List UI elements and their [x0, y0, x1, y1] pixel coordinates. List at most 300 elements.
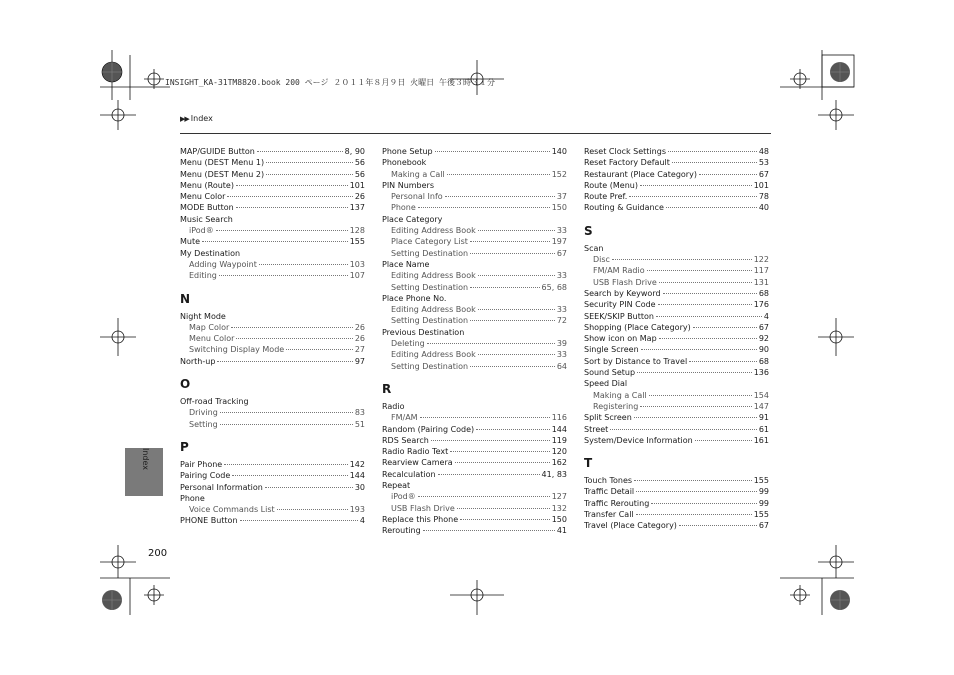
index-entry[interactable] — [584, 322, 769, 333]
page-reference-link[interactable]: 122 — [753, 255, 769, 265]
dot-leader — [418, 207, 550, 208]
index-entry[interactable] — [584, 475, 769, 486]
index-term: Radio — [382, 401, 405, 411]
page-reference-link[interactable]: 39 — [556, 339, 567, 349]
page-reference-link[interactable]: 26 — [354, 334, 365, 344]
index-term: Setting — [189, 419, 218, 429]
page-reference-link[interactable]: 161 — [753, 435, 769, 445]
page-reference-link[interactable]: 101 — [753, 180, 769, 190]
page-reference-link[interactable]: 154 — [753, 390, 769, 400]
page-reference-link[interactable]: 4 — [763, 311, 769, 321]
dot-leader — [216, 230, 348, 231]
dot-leader — [286, 349, 353, 350]
page-reference-link[interactable]: 26 — [354, 322, 365, 332]
page-reference-link[interactable]: 67 — [758, 169, 769, 179]
index-group-heading — [382, 327, 567, 338]
index-group-heading — [382, 157, 567, 168]
index-term: Reset Clock Settings — [584, 147, 666, 156]
index-term: North-up — [180, 356, 216, 366]
index-term: Route Pref. — [584, 192, 628, 202]
index-term: Replace this Phone — [382, 514, 459, 524]
page-reference-link[interactable]: 40 — [758, 203, 769, 213]
index-term: Street — [584, 424, 609, 434]
index-entry[interactable] — [382, 525, 567, 536]
page-reference-link[interactable]: 26 — [354, 192, 365, 202]
dot-leader — [689, 361, 757, 362]
page-reference-link[interactable]: 99 — [758, 498, 769, 508]
dot-leader — [470, 253, 555, 254]
page-reference-link[interactable]: 193 — [349, 505, 365, 515]
index-term: Recalculation — [382, 469, 436, 479]
page-reference-link[interactable]: 78 — [758, 192, 769, 202]
page-reference-link[interactable]: 137 — [349, 203, 365, 213]
index-entry[interactable] — [180, 236, 365, 247]
index-term: Sound Setup — [584, 368, 636, 378]
index-term: MODE Button — [180, 203, 234, 213]
page-reference-link[interactable]: 65, 68 — [541, 282, 567, 292]
index-term: Single Screen — [584, 345, 639, 355]
index-group-heading — [382, 214, 567, 225]
index-term: Restaurant (Place Category) — [584, 169, 697, 179]
dot-leader — [460, 519, 550, 520]
page-reference-link[interactable]: 101 — [349, 180, 365, 190]
dot-leader — [636, 514, 752, 515]
index-column-1 — [180, 146, 365, 527]
index-subentry[interactable] — [382, 169, 567, 180]
page-reference-link[interactable]: 48 — [758, 147, 769, 156]
index-term: Previous Destination — [382, 327, 465, 337]
page-reference-link[interactable]: 150 — [551, 514, 567, 524]
page-reference-link[interactable]: 97 — [354, 356, 365, 366]
index-entry[interactable] — [584, 356, 769, 367]
dot-leader — [610, 429, 757, 430]
page-reference-link[interactable]: 140 — [551, 147, 567, 156]
index-term: Phone — [391, 203, 416, 213]
index-term: Setting Destination — [391, 316, 469, 326]
dot-leader — [470, 320, 555, 321]
index-subentry[interactable] — [180, 270, 365, 281]
dot-leader — [455, 462, 550, 463]
index-subentry[interactable] — [382, 503, 567, 514]
dot-leader — [227, 196, 352, 197]
index-term: Rearview Camera — [382, 458, 453, 468]
index-entry[interactable] — [382, 469, 567, 480]
page-reference-link[interactable]: 68 — [758, 356, 769, 366]
index-term: Routing & Guidance — [584, 203, 664, 213]
dot-leader — [672, 162, 757, 163]
index-subentry[interactable] — [584, 390, 769, 401]
index-term: Sort by Distance to Travel — [584, 356, 688, 366]
page-reference-link[interactable]: 99 — [758, 487, 769, 497]
dot-leader — [647, 270, 752, 271]
page-reference-link[interactable]: 27 — [354, 345, 365, 355]
page-reference-link[interactable]: 128 — [349, 226, 365, 236]
dot-leader — [470, 287, 539, 288]
index-entry[interactable] — [180, 180, 365, 191]
index-entry[interactable] — [584, 412, 769, 423]
dot-leader — [656, 316, 762, 317]
index-group-heading — [180, 396, 365, 407]
index-term: Editing Address Book — [391, 226, 476, 236]
dot-leader — [659, 282, 752, 283]
index-term: Travel (Place Category) — [584, 521, 677, 531]
page-reference-link[interactable]: 176 — [753, 300, 769, 310]
page-reference-link[interactable]: 131 — [753, 277, 769, 287]
index-term: Deleting — [391, 339, 425, 349]
index-entry[interactable] — [584, 169, 769, 180]
print-header: INSIGHT_KA-31TM8820.book 200 ページ ２０１１年８月９日 火曜日 午後３時３１分 — [165, 78, 495, 87]
dot-leader — [663, 293, 757, 294]
page-reference-link[interactable]: 127 — [551, 492, 567, 502]
index-term: Traffic Detail — [584, 487, 635, 497]
index-term: Adding Waypoint — [189, 259, 257, 269]
index-subentry[interactable] — [382, 282, 567, 293]
section-tab-label: Index — [141, 448, 150, 471]
index-term: Setting Destination — [391, 361, 469, 371]
page-reference-link[interactable]: 155 — [753, 510, 769, 520]
page-reference-link[interactable]: 56 — [354, 158, 365, 168]
page-reference-link[interactable]: 67 — [556, 248, 567, 258]
index-subentry[interactable] — [180, 504, 365, 515]
index-entry[interactable] — [584, 435, 769, 446]
index-entry[interactable] — [382, 446, 567, 457]
page-reference-link[interactable]: 33 — [556, 226, 567, 236]
index-group-heading — [180, 248, 365, 259]
page-reference-link[interactable]: 53 — [758, 158, 769, 168]
index-term: Pair Phone — [180, 459, 223, 469]
index-term: SEEK/SKIP Button — [584, 311, 654, 321]
breadcrumb-arrow-icon: ▶▶ — [180, 115, 189, 123]
page-number: 200 — [148, 548, 168, 559]
page-reference-link[interactable]: 51 — [354, 419, 365, 429]
dot-leader — [659, 338, 757, 339]
index-group-heading — [382, 180, 567, 191]
page-reference-link[interactable]: 91 — [758, 413, 769, 423]
dot-leader — [637, 372, 752, 373]
index-term: Place Phone No. — [382, 293, 447, 303]
index-term: PIN Numbers — [382, 180, 435, 190]
index-entry[interactable] — [180, 191, 365, 202]
index-subentry[interactable] — [382, 361, 567, 372]
index-subentry[interactable] — [180, 333, 365, 344]
index-entry[interactable] — [584, 486, 769, 497]
index-entry[interactable] — [180, 515, 365, 526]
index-subentry[interactable] — [382, 191, 567, 202]
page-reference-link[interactable]: 117 — [753, 266, 769, 276]
dot-leader — [612, 259, 752, 260]
index-term: Driving — [189, 408, 218, 418]
page-reference-link[interactable]: 67 — [758, 521, 769, 531]
dot-leader — [257, 151, 343, 152]
index-subentry[interactable] — [180, 344, 365, 355]
dot-leader — [629, 196, 757, 197]
page-reference-link[interactable]: 41 — [556, 526, 567, 536]
dot-leader — [420, 417, 550, 418]
index-term: Menu Color — [189, 334, 235, 344]
index-term: Night Mode — [180, 311, 226, 321]
page-reference-link[interactable]: 144 — [551, 424, 567, 434]
dot-leader — [438, 474, 540, 475]
index-term: iPod® — [189, 226, 214, 236]
page-reference-link[interactable]: 41, 83 — [541, 469, 567, 479]
index-term: Map Color — [189, 322, 230, 332]
page-reference-link[interactable]: 152 — [551, 169, 567, 179]
page-reference-link[interactable]: 92 — [758, 334, 769, 344]
index-term: Touch Tones — [584, 476, 633, 486]
breadcrumb-label[interactable]: Index — [190, 114, 213, 123]
index-entry[interactable] — [584, 367, 769, 378]
index-term: USB Flash Drive — [593, 277, 657, 287]
index-group-heading — [382, 401, 567, 412]
index-entry[interactable] — [584, 202, 769, 213]
dot-leader — [668, 151, 757, 152]
index-letter-heading: O — [180, 377, 191, 392]
index-group-heading — [180, 493, 365, 504]
dot-leader — [236, 207, 348, 208]
dot-leader — [478, 309, 555, 310]
index-entry[interactable] — [584, 146, 769, 157]
index-term: Random (Pairing Code) — [382, 424, 475, 434]
page-reference-link[interactable]: 142 — [349, 459, 365, 469]
index-term: iPod® — [391, 492, 416, 502]
dot-leader — [431, 440, 550, 441]
index-term: Pairing Code — [180, 471, 231, 481]
index-entry[interactable] — [584, 333, 769, 344]
index-entry[interactable] — [584, 157, 769, 168]
dot-leader — [634, 417, 757, 418]
index-term: Place Name — [382, 259, 430, 269]
index-entry[interactable] — [382, 514, 567, 525]
index-entry[interactable] — [584, 191, 769, 202]
index-letter-heading: T — [584, 456, 593, 471]
dot-leader — [457, 508, 550, 509]
index-letter-heading: P — [180, 439, 189, 454]
page-reference-link[interactable]: 33 — [556, 271, 567, 281]
dot-leader — [217, 361, 352, 362]
index-subentry[interactable] — [382, 349, 567, 360]
page-reference-link[interactable]: 116 — [551, 413, 567, 423]
index-entry[interactable] — [382, 457, 567, 468]
page-reference-link[interactable]: 132 — [551, 503, 567, 513]
index-entry[interactable] — [584, 424, 769, 435]
page-reference-link[interactable]: 68 — [758, 288, 769, 298]
index-term: System/Device Information — [584, 435, 693, 445]
index-term: FM/AM Radio — [593, 266, 645, 276]
dot-leader — [651, 503, 757, 504]
dot-leader — [693, 327, 757, 328]
index-term: Menu (DEST Menu 1) — [180, 158, 265, 168]
page-reference-link[interactable]: 67 — [758, 322, 769, 332]
index-term: Setting Destination — [391, 248, 469, 258]
index-subentry[interactable] — [382, 491, 567, 502]
index-subentry[interactable] — [180, 259, 365, 270]
index-term: Editing — [189, 271, 217, 281]
page-reference-link[interactable]: 103 — [349, 259, 365, 269]
index-entry[interactable] — [180, 157, 365, 168]
index-term: Editing Address Book — [391, 305, 476, 315]
index-entry[interactable] — [382, 424, 567, 435]
index-term: Personal Information — [180, 482, 263, 492]
page-reference-link[interactable]: 119 — [551, 435, 567, 445]
page-reference-link[interactable]: 33 — [556, 305, 567, 315]
index-letter-heading: N — [180, 291, 191, 306]
index-entry[interactable] — [584, 498, 769, 509]
dot-leader — [427, 343, 555, 344]
index-subentry[interactable] — [584, 254, 769, 265]
page-reference-link[interactable]: 147 — [753, 401, 769, 411]
dot-leader — [236, 338, 352, 339]
index-subentry[interactable] — [382, 270, 567, 281]
page-reference-link[interactable]: 56 — [354, 169, 365, 179]
index-term: Split Screen — [584, 413, 632, 423]
dot-leader — [679, 525, 757, 526]
page-reference-link[interactable]: 30 — [354, 482, 365, 492]
index-subentry[interactable] — [180, 225, 365, 236]
index-entry[interactable] — [180, 470, 365, 481]
index-term: Music Search — [180, 214, 233, 224]
index-subentry[interactable] — [584, 265, 769, 276]
dot-leader — [649, 395, 752, 396]
index-term: Scan — [584, 243, 604, 253]
page-reference-link[interactable]: 150 — [551, 203, 567, 213]
dot-leader — [219, 275, 348, 276]
index-term: Phone — [180, 493, 205, 503]
dot-leader — [445, 196, 555, 197]
index-entry[interactable] — [584, 509, 769, 520]
index-entry[interactable] — [584, 311, 769, 322]
index-subentry[interactable] — [382, 315, 567, 326]
index-entry[interactable] — [584, 344, 769, 355]
page-reference-link[interactable]: 155 — [349, 237, 365, 247]
dot-leader — [266, 174, 353, 175]
index-entry[interactable] — [584, 520, 769, 531]
index-group-heading — [584, 378, 769, 389]
index-term: Place Category List — [391, 237, 468, 247]
index-term: Editing Address Book — [391, 271, 476, 281]
page-reference-link[interactable]: 72 — [556, 316, 567, 326]
dot-leader — [699, 174, 757, 175]
index-term: Making a Call — [593, 390, 647, 400]
dot-leader — [478, 230, 555, 231]
index-term: FM/AM — [391, 413, 418, 423]
page-reference-link[interactable]: 8, 90 — [344, 147, 365, 156]
index-entry[interactable] — [180, 482, 365, 493]
index-entry[interactable] — [584, 299, 769, 310]
index-term: Traffic Rerouting — [584, 498, 650, 508]
index-entry[interactable] — [584, 288, 769, 299]
dot-leader — [447, 174, 550, 175]
index-term: Menu (Route) — [180, 180, 234, 190]
index-subentry[interactable] — [584, 401, 769, 412]
index-column-2 — [382, 146, 567, 537]
index-term: Show icon on Map — [584, 334, 657, 344]
dot-leader — [418, 496, 550, 497]
index-term: Making a Call — [391, 169, 445, 179]
index-entry[interactable] — [382, 146, 567, 157]
index-letter-heading: R — [382, 381, 392, 396]
index-term: Place Category — [382, 214, 443, 224]
index-term: Editing Address Book — [391, 350, 476, 360]
index-entry[interactable] — [180, 202, 365, 213]
index-term: Shopping (Place Category) — [584, 322, 691, 332]
index-entry[interactable] — [584, 180, 769, 191]
dot-leader — [232, 475, 347, 476]
dot-leader — [470, 241, 550, 242]
index-term: USB Flash Drive — [391, 503, 455, 513]
index-term: MAP/GUIDE Button — [180, 147, 255, 156]
page-reference-link[interactable]: 33 — [556, 350, 567, 360]
index-group-heading — [180, 214, 365, 225]
page-reference-link[interactable]: 120 — [551, 447, 567, 457]
dot-leader — [470, 366, 555, 367]
index-term: Repeat — [382, 481, 411, 491]
index-subentry[interactable] — [180, 407, 365, 418]
index-term: Radio Radio Text — [382, 447, 449, 457]
page-reference-link[interactable]: 197 — [551, 237, 567, 247]
index-term: PHONE Button — [180, 516, 238, 526]
index-term: Registering — [593, 401, 639, 411]
index-subentry[interactable] — [382, 202, 567, 213]
index-subentry[interactable] — [382, 304, 567, 315]
page-reference-link[interactable]: 144 — [349, 471, 365, 481]
dot-leader — [435, 151, 550, 152]
dot-leader — [658, 304, 752, 305]
page-reference-link[interactable]: 162 — [551, 458, 567, 468]
index-term: Speed Dial — [584, 379, 628, 389]
dot-leader — [266, 162, 353, 163]
page-reference-link[interactable]: 83 — [354, 408, 365, 418]
index-subentry[interactable] — [180, 322, 365, 333]
dot-leader — [220, 424, 353, 425]
page-reference-link[interactable]: 90 — [758, 345, 769, 355]
index-term: Menu Color — [180, 192, 226, 202]
page-reference-link[interactable]: 107 — [349, 271, 365, 281]
page-reference-link[interactable]: 64 — [556, 361, 567, 371]
index-term: Reset Factory Default — [584, 158, 670, 168]
page-reference-link[interactable]: 61 — [758, 424, 769, 434]
dot-leader — [423, 530, 555, 531]
dot-leader — [640, 185, 752, 186]
dot-leader — [641, 349, 757, 350]
index-term: Route (Menu) — [584, 180, 638, 190]
index-subentry[interactable] — [584, 277, 769, 288]
page-reference-link[interactable]: 155 — [753, 476, 769, 486]
index-entry[interactable] — [180, 169, 365, 180]
dot-leader — [640, 406, 751, 407]
index-subentry[interactable] — [382, 412, 567, 423]
index-group-heading — [180, 311, 365, 322]
index-term: My Destination — [180, 248, 241, 258]
index-entry[interactable] — [180, 356, 365, 367]
index-entry[interactable] — [180, 459, 365, 470]
page-reference-link[interactable]: 4 — [359, 516, 365, 526]
index-group-heading — [382, 480, 567, 491]
dot-leader — [265, 487, 353, 488]
page-reference-link[interactable]: 136 — [753, 368, 769, 378]
index-subentry[interactable] — [180, 419, 365, 430]
breadcrumb[interactable] — [180, 114, 213, 123]
index-entry[interactable] — [180, 146, 365, 157]
index-subentry[interactable] — [382, 236, 567, 247]
page-reference-link[interactable]: 37 — [556, 192, 567, 202]
index-subentry[interactable] — [382, 248, 567, 259]
index-entry[interactable] — [382, 435, 567, 446]
index-subentry[interactable] — [382, 338, 567, 349]
index-term: Rerouting — [382, 526, 421, 536]
dot-leader — [220, 412, 353, 413]
index-term: Voice Commands List — [189, 505, 275, 515]
index-subentry[interactable] — [382, 225, 567, 236]
